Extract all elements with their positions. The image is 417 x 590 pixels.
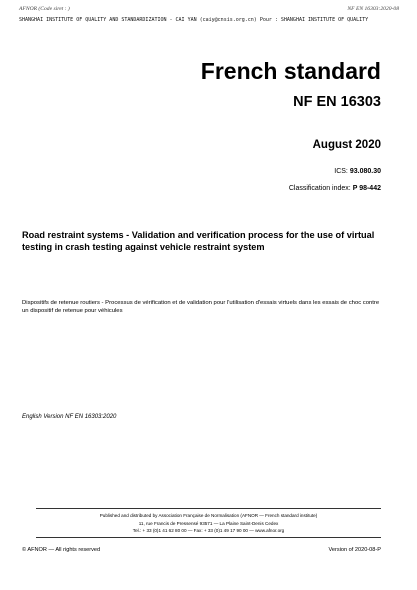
classification-label: Classification index: xyxy=(288,185,351,192)
ics-label: ICS: xyxy=(334,168,348,175)
publisher-address: 11, rue Francis de Pressensé 93571 — La Plaine Saint-Denis Cedex xyxy=(138,521,279,526)
french-title: Dispositifs de retenue routiers - Processus de vérification et de validation pour l'utilisation d'essais virtuels dans les essais de choc contre un dispositif de retenue pour véhicules xyxy=(22,300,380,314)
publisher-line-1: Published and distributed by Association Française de Normalisation (AFNOR — French standard institute) xyxy=(99,513,318,518)
english-version-note: English Version NF EN 16303:2020 xyxy=(22,414,117,420)
watermark-left: AFNOR (Code siret : ) xyxy=(19,6,70,12)
page-title: French standard xyxy=(200,58,381,84)
classification-line xyxy=(289,185,381,192)
ics-line xyxy=(334,168,381,175)
publisher-contact: Tel.: + 33 (0)1 41 62 80 00 — Fax: + 33 (0)1 49 17 90 00 — www.afnor.org xyxy=(132,528,285,533)
watermark-right: NF EN 16303:2020-08 xyxy=(347,6,399,12)
watermark-licensee: SHANGHAI INSTITUTE OF QUALITY AND STANDARDIZATION - CAI YAN (caiy@cnsis.org.cn) Pour : SHANGHAI INSTITUTE OF QUALITY xyxy=(19,17,369,23)
standard-number: NF EN 16303 xyxy=(293,94,381,110)
publication-date: August 2020 xyxy=(312,139,381,151)
publisher-bottom-rule xyxy=(36,537,381,538)
english-title: Road restraint systems - Validation and verification process for the use of virtual testing in crash testing against vehicle restraint system xyxy=(22,230,375,252)
copyright-notice: © AFNOR — All rights reserved xyxy=(22,547,101,553)
ics-value: 93.080.30 xyxy=(349,168,381,175)
version-label: Version of 2020-08-P xyxy=(328,547,381,553)
publisher-top-rule xyxy=(36,508,381,509)
classification-value: P 98-442 xyxy=(352,185,381,192)
